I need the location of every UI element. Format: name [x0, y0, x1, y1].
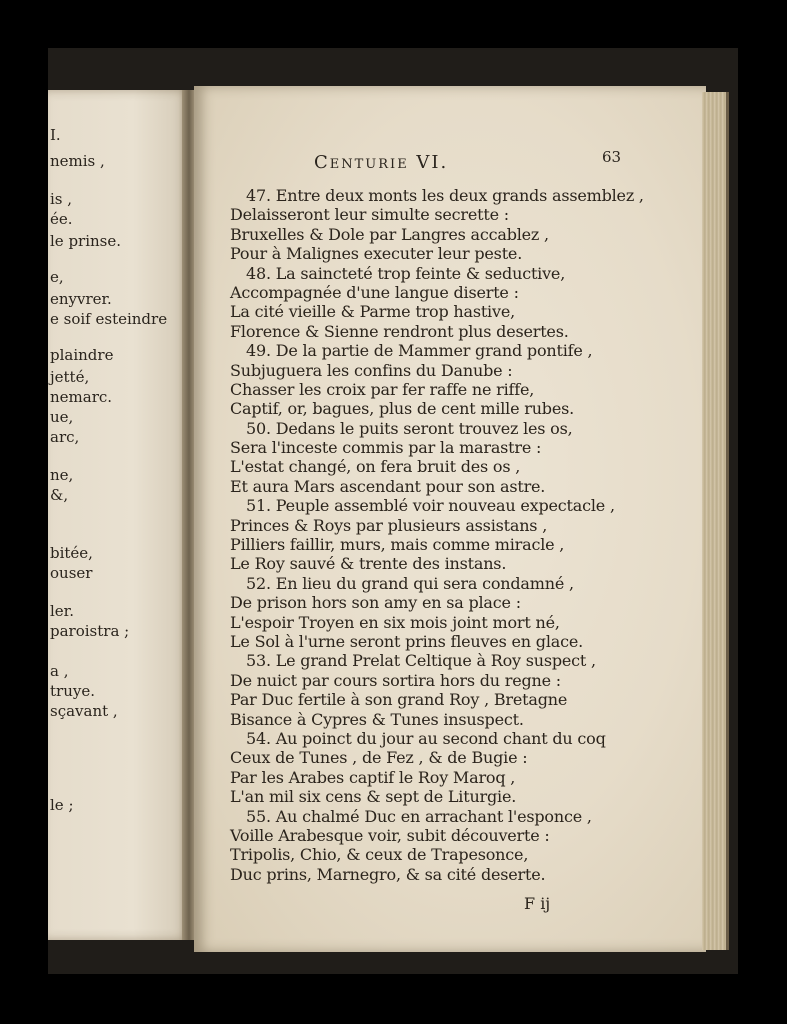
verse-line: Le Sol à l'urne seront prins fleuves en glace. — [230, 631, 584, 651]
left-page-line: ue, — [50, 408, 74, 426]
verse-line: Tripolis, Chio, & ceux de Trapesonce, — [230, 845, 529, 865]
left-page-line: truye. — [50, 682, 95, 700]
verse-line: Pour à Malignes executer leur peste. — [230, 244, 523, 264]
verse-line: Chasser les croix par fer raffe ne riffe, — [230, 379, 535, 399]
book-photo — [48, 48, 738, 974]
page-number: 63 — [602, 148, 622, 166]
left-page-line: e soif esteindre — [50, 310, 168, 328]
verse-line: Par les Arabes captif le Roy Maroq , — [230, 767, 516, 787]
page-edges — [702, 92, 729, 950]
left-page-line: plaindre — [50, 346, 114, 364]
left-page-line: I. — [50, 126, 61, 144]
left-page-line: enyvrer. — [50, 290, 112, 308]
left-page-line: ne, — [50, 466, 74, 484]
verse-line: Subjuguera les confins du Danube : — [230, 360, 513, 380]
verse-line: Princes & Roys par plusieurs assistans , — [230, 515, 548, 535]
verse-line: Le Roy sauvé & trente des instans. — [230, 554, 507, 574]
verse-line: De nuict par cours sortira hors du regne : — [230, 670, 561, 690]
right-page — [194, 86, 706, 952]
left-page-line: e, — [50, 268, 64, 286]
left-page-line: ouser — [50, 564, 93, 582]
signature-mark: F ij — [524, 894, 551, 913]
verse-line: 48. La saincteté trop feinte & seductive, — [246, 263, 566, 283]
left-page-line: le prinse. — [50, 232, 122, 250]
verse-line: Ceux de Tunes , de Fez , & de Bugie : — [230, 748, 528, 768]
verse-line: L'espoir Troyen en six mois joint mort né, — [230, 612, 560, 632]
left-page-line: jetté, — [50, 368, 90, 386]
left-page-line: arc, — [50, 428, 80, 446]
verse-line: Duc prins, Marnegro, & sa cité deserte. — [230, 864, 546, 884]
verse-line: Et aura Mars ascendant pour son astre. — [230, 476, 546, 496]
verse-line: Captif, or, bagues, plus de cent mille rubes. — [230, 399, 575, 419]
left-page-line: &, — [50, 486, 69, 504]
verse-line: 49. De la partie de Mammer grand pontife , — [246, 341, 593, 361]
verse-line: 50. Dedans le puits seront trouvez les os, — [246, 418, 573, 438]
left-page-line: a , — [50, 662, 69, 680]
verse-line: Sera l'inceste commis par la marastre : — [230, 438, 542, 458]
verse-line: Accompagnée d'une langue diserte : — [230, 282, 519, 302]
verse-line: 52. En lieu du grand qui sera condamné , — [246, 573, 574, 593]
left-page-line: is , — [50, 190, 73, 208]
running-header: Centurie VI. — [314, 152, 449, 173]
left-page-line: paroistra ; — [50, 622, 130, 640]
verse-line: Florence & Sienne rendront plus desertes. — [230, 321, 569, 341]
verse-line: Bruxelles & Dole par Langres accablez , — [230, 224, 549, 244]
verse-block — [230, 186, 700, 884]
verse-line: 51. Peuple assemblé voir nouveau expectacle , — [246, 496, 615, 516]
verse-line: La cité vieille & Parme trop hastive, — [230, 302, 515, 322]
verse-line: Par Duc fertile à son grand Roy , Bretagne — [230, 690, 568, 710]
left-page-line: ée. — [50, 210, 73, 228]
verse-line: L'an mil six cens & sept de Liturgie. — [230, 787, 517, 807]
verse-line: 47. Entre deux monts les deux grands assemblez , — [246, 186, 644, 205]
verse-line: L'estat changé, on fera bruit des os , — [230, 457, 521, 477]
verse-line: Voille Arabesque voir, subit découverte : — [230, 825, 550, 845]
left-page-line: bitée, — [50, 544, 93, 562]
verse-line: 55. Au chalmé Duc en arrachant l'esponce , — [246, 806, 592, 826]
left-page — [48, 90, 190, 940]
left-page-line: nemarc. — [50, 388, 113, 406]
verse-line: Bisance à Cypres & Tunes insuspect. — [230, 709, 524, 729]
verse-line: Delaisseront leur simulte secrette : — [230, 205, 509, 225]
left-page-line: nemis , — [50, 152, 105, 170]
verse-line: De prison hors son amy en sa place : — [230, 593, 521, 613]
left-page-line: le ; — [50, 796, 74, 814]
verse-line: Pilliers faillir, murs, mais comme miracle , — [230, 535, 565, 555]
left-page-line: ler. — [50, 602, 74, 620]
verse-line: 54. Au poinct du jour au second chant du coq — [246, 728, 606, 748]
verse-line: 53. Le grand Prelat Celtique à Roy suspect , — [246, 651, 596, 671]
left-page-line: sçavant , — [50, 702, 118, 720]
